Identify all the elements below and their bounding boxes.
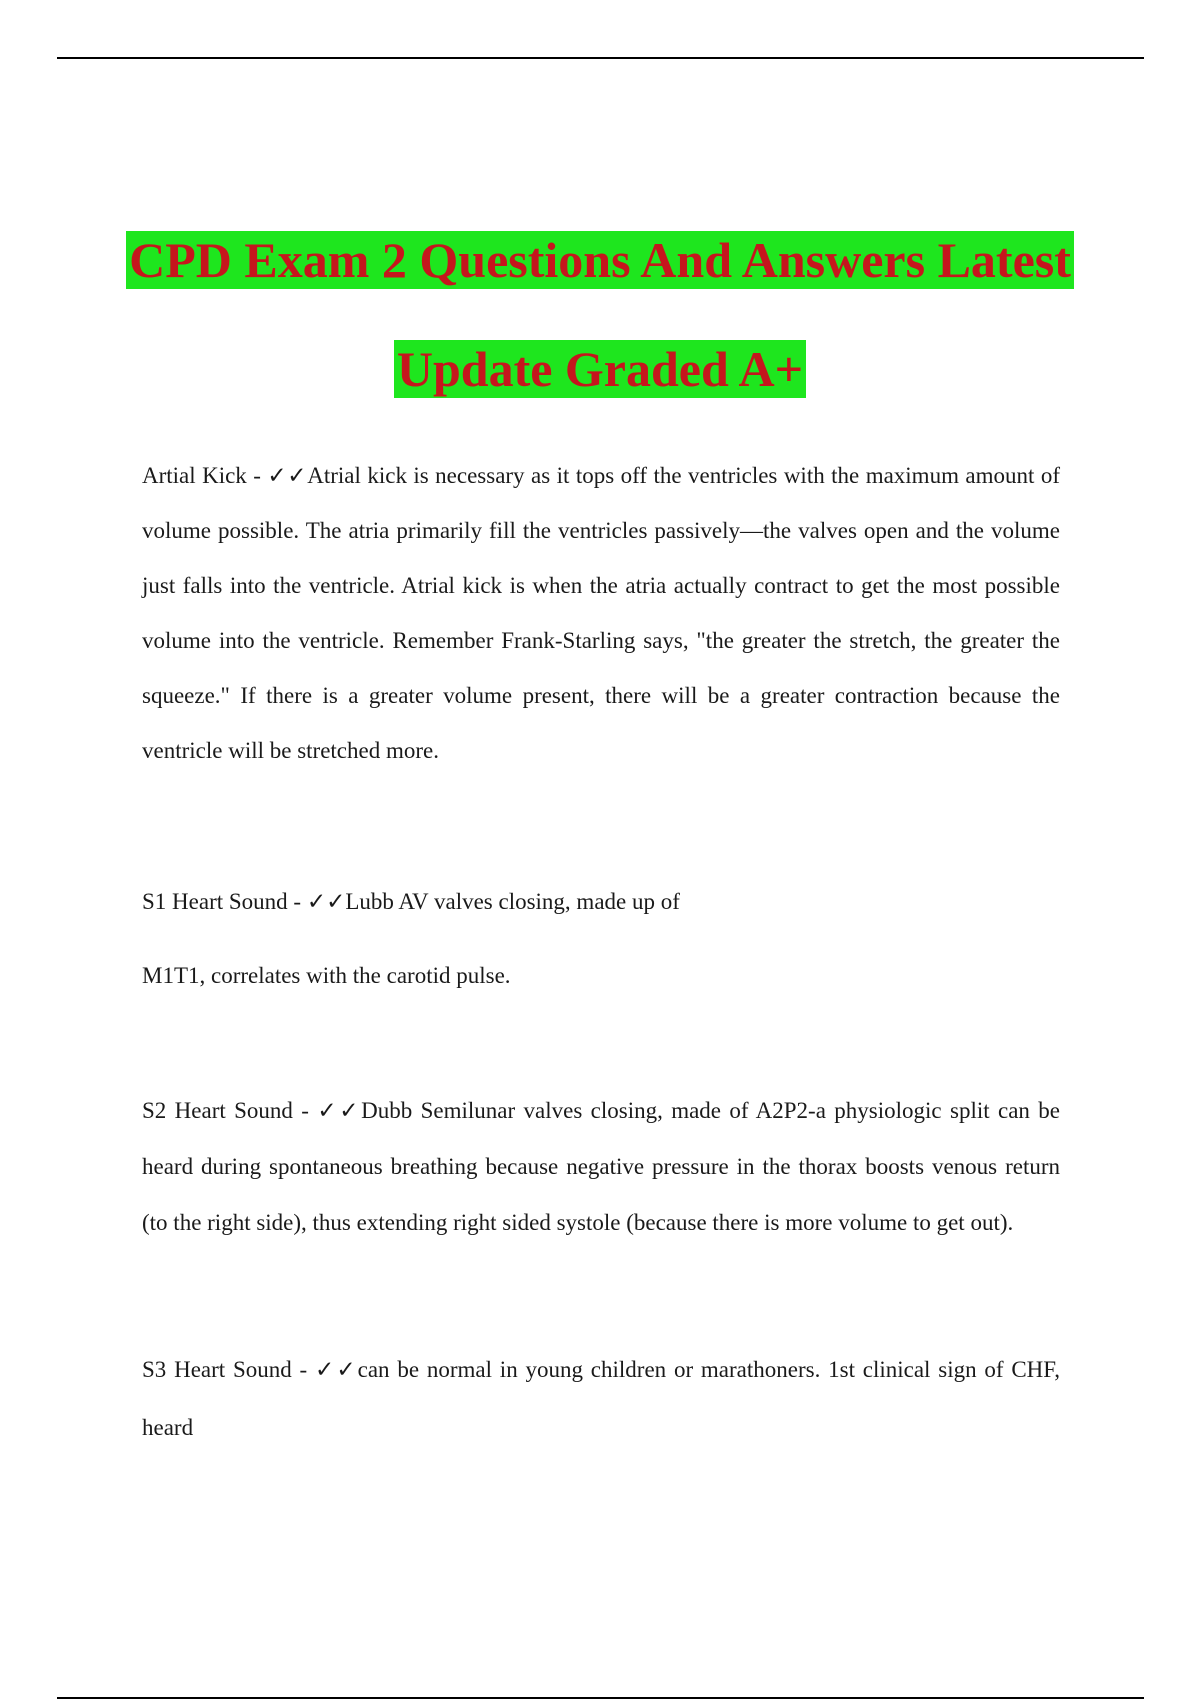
qa-line: just falls into the ventricle. Atrial kick is when the atria actually contract to get the most possible <box>142 573 1060 598</box>
qa-entry-atrial-kick <box>142 448 1060 778</box>
qa-line: heard <box>142 1415 194 1440</box>
qa-entry-s1-heart-sound <box>142 865 1060 1013</box>
qa-entry-s2-heart-sound <box>142 1083 1060 1251</box>
qa-line: volume into the ventricle. Remember Frank-Starling says, "the greater the stretch, the greater the <box>142 628 1060 653</box>
qa-line: ventricle will be stretched more. <box>142 738 439 763</box>
title-line-1 <box>0 206 1200 315</box>
qa-line: squeeze." If there is a greater volume present, there will be a greater contraction because the <box>142 683 1060 708</box>
qa-line: M1T1, correlates with the carotid pulse. <box>142 963 511 988</box>
qa-line: volume possible. The atria primarily fill the ventricles passively—the valves open and the volume <box>142 518 1060 543</box>
qa-line: S1 Heart Sound - ✓✓Lubb AV valves closing, made up of <box>142 889 680 914</box>
document-title <box>0 206 1200 424</box>
qa-line: S2 Heart Sound - ✓✓Dubb Semilunar valves closing, made of A2P2-a physiologic split can be <box>142 1098 1060 1123</box>
title-line-1-text: CPD Exam 2 Questions And Answers Latest <box>126 231 1074 289</box>
qa-line: heard during spontaneous breathing because negative pressure in the thorax boosts venous return <box>142 1154 1060 1179</box>
qa-line: Artial Kick - ✓✓Atrial kick is necessary as it tops off the ventricles with the maximum amount of <box>142 463 1060 488</box>
qa-line: (to the right side), thus extending right sided systole (because there is more volume to get out). <box>142 1210 1014 1235</box>
title-line-2 <box>0 315 1200 424</box>
bottom-divider <box>57 1697 1144 1699</box>
qa-entry-s3-heart-sound <box>142 1341 1060 1457</box>
qa-line: S3 Heart Sound - ✓✓can be normal in young children or marathoners. 1st clinical sign of CHF, <box>142 1357 1060 1382</box>
title-line-2-text: Update Graded A+ <box>394 340 806 398</box>
top-divider <box>57 57 1144 59</box>
